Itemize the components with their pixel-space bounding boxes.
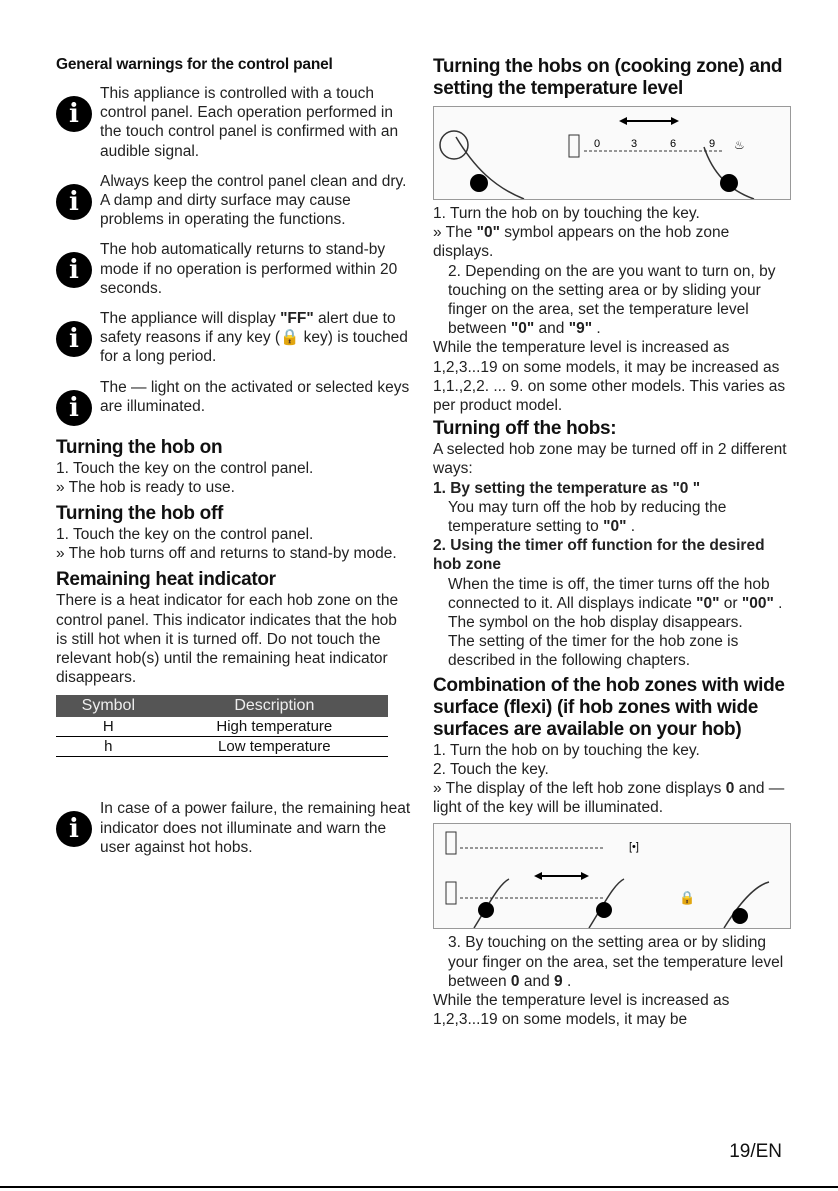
- heading-turning-hob-off: Turning the hob off: [56, 503, 224, 525]
- light-bar-icon: —: [768, 780, 785, 798]
- note-text: [100, 378, 412, 416]
- step: 1. Touch the key on the control panel.: [56, 459, 314, 477]
- figure-control-panel: [433, 106, 791, 200]
- value: "0": [603, 518, 627, 536]
- paragraph: While the temperature level is increased as 1,2,3...19 on some models, it may be increased as 1,1.,2,2. ... 9. on some other models. This varies as per product model.: [433, 339, 786, 415]
- note-text: [100, 309, 412, 367]
- step: 2. Touch the key.: [433, 760, 549, 778]
- info-note: [56, 309, 412, 367]
- table-cell: H: [56, 717, 161, 737]
- text: key) is touched for a long period.: [100, 329, 408, 366]
- method-text: [433, 575, 793, 633]
- info-note: [56, 84, 412, 161]
- scale-label: 0: [594, 138, 601, 150]
- value: 9: [554, 972, 563, 990]
- scale-label: 6: [670, 138, 677, 150]
- step: [433, 933, 793, 991]
- info-icon: i: [56, 252, 92, 288]
- bottom-rule: [0, 1186, 838, 1188]
- info-icon: i: [56, 96, 92, 132]
- info-note: [56, 240, 412, 298]
- text: 2. Depending on the are you want to turn on, by touching on the setting area or by sliding your finger on the area, set the temperature level between: [448, 262, 776, 338]
- control-panel-illustration: [434, 107, 790, 199]
- text: symbol appears on the hob zone displays.: [433, 224, 730, 261]
- section-subhead: General warnings for the control panel: [56, 56, 333, 73]
- scale-label: 3: [631, 138, 638, 150]
- result: » The hob is ready to use.: [56, 478, 235, 496]
- text: and: [734, 780, 769, 798]
- text: and: [534, 320, 569, 338]
- text: The appliance will display: [100, 310, 281, 328]
- text: The: [100, 378, 132, 396]
- text: alert due to safety reasons if any key (: [100, 310, 396, 347]
- table-row: [56, 737, 388, 757]
- flexi-panel-illustration: [434, 824, 790, 928]
- value: "0": [510, 320, 535, 338]
- table-cell: High temperature: [161, 717, 388, 737]
- info-note: [56, 799, 412, 857]
- text: . The symbol on the hob display disappears.: [448, 594, 783, 632]
- result: [433, 223, 793, 261]
- text: .: [626, 518, 636, 536]
- text: » The display of the left hob zone displays: [433, 780, 726, 798]
- step: 1. Turn the hob on by touching the key.: [433, 741, 700, 759]
- page-number: 19/EN: [729, 1141, 782, 1162]
- figure-flexi-panel: [433, 823, 791, 929]
- method-title: 1. By setting the temperature as "0 ": [433, 479, 701, 497]
- symbol-table: [56, 695, 388, 757]
- text: light on the activated or selected keys are illuminated.: [100, 378, 410, 415]
- value: "00": [741, 594, 774, 612]
- value: 0: [510, 972, 520, 990]
- step: 1. Turn the hob on by touching the key.: [433, 205, 700, 222]
- text: » The: [433, 224, 477, 242]
- text: light of the key will be illuminated.: [433, 799, 664, 817]
- info-note: [56, 172, 412, 230]
- result: [433, 779, 793, 817]
- heading-combination-flexi: Combination of the hob zones with wide surface (flexi) (if hob zones with wide surfaces are available on your hob): [433, 674, 785, 740]
- right-column: [433, 56, 793, 1030]
- flexi-icon: [•]: [629, 841, 639, 854]
- lock-icon: 🔒: [679, 890, 696, 906]
- text: You may turn off the hob by reducing the temperature setting to: [448, 498, 727, 536]
- text: 3. By touching on the setting area or by sliding your finger on the area, set the temperature level between: [448, 934, 784, 990]
- note-text: This appliance is controlled with a touch control panel. Each operation performed in the touch control panel is confirmed with an audible signal.: [100, 85, 399, 160]
- note-text: In case of a power failure, the remaining heat indicator does not illuminate and warn the user against hot hobs.: [100, 800, 411, 856]
- value: "0": [696, 594, 720, 612]
- table-cell: Low temperature: [161, 737, 388, 757]
- left-column: [56, 56, 412, 868]
- ff-code: "FF": [280, 310, 314, 328]
- method-text: [433, 498, 793, 536]
- paragraph: While the temperature level is increased as 1,2,3...19 on some models, it may be: [433, 992, 730, 1029]
- result: » The hob turns off and returns to stand-by mode.: [56, 545, 397, 563]
- light-bar-icon: —: [131, 378, 147, 396]
- paragraph: There is a heat indicator for each hob zone on the control panel. This indicator indicates that the hob is still hot when it is turned off. Do not touch the relevant hob(s) until the remaining heat indicator disappears.: [56, 592, 399, 687]
- text: or: [719, 594, 742, 612]
- value: "9": [568, 320, 593, 338]
- step: [433, 262, 793, 339]
- zero-symbol: "0": [476, 224, 500, 242]
- step: 1. Touch the key on the control panel.: [56, 526, 314, 544]
- info-note: [56, 378, 412, 426]
- info-icon: i: [56, 184, 92, 220]
- value: 0: [725, 780, 735, 798]
- paragraph: A selected hob zone may be turned off in 2 different ways:: [433, 441, 787, 478]
- scale-label: 9: [709, 138, 716, 150]
- heading-turning-hobs-on: Turning the hobs on (cooking zone) and setting the temperature level: [433, 56, 783, 99]
- text: .: [562, 972, 572, 990]
- info-icon: i: [56, 390, 92, 426]
- table-header: Description: [161, 695, 388, 717]
- text: When the time is off, the timer turns off the hob connected to it. All displays indicate: [448, 575, 770, 612]
- lock-icon: 🔒: [280, 329, 300, 347]
- heading-turning-hob-on: Turning the hob on: [56, 436, 223, 458]
- text: and: [519, 972, 555, 990]
- info-icon: i: [56, 321, 92, 357]
- table-row: [56, 717, 388, 737]
- heading-remaining-heat: Remaining heat indicator: [56, 569, 276, 591]
- heading-turning-off-hobs: Turning off the hobs:: [433, 418, 617, 440]
- temperature-icon: ♨: [734, 138, 745, 152]
- note-text: Always keep the control panel clean and dry. A damp and dirty surface may cause problems in operating the functions.: [100, 172, 407, 229]
- note-text: The hob automatically returns to stand-by mode if no operation is performed within 20 seconds.: [100, 241, 398, 297]
- table-header: Symbol: [56, 695, 161, 717]
- method-text: The setting of the timer for the hob zone is described in the following chapters.: [448, 633, 739, 670]
- info-icon: i: [56, 811, 92, 847]
- text: .: [592, 320, 601, 338]
- method-title: 2. Using the timer off function for the desired hob zone: [433, 537, 765, 574]
- table-cell: h: [56, 737, 161, 757]
